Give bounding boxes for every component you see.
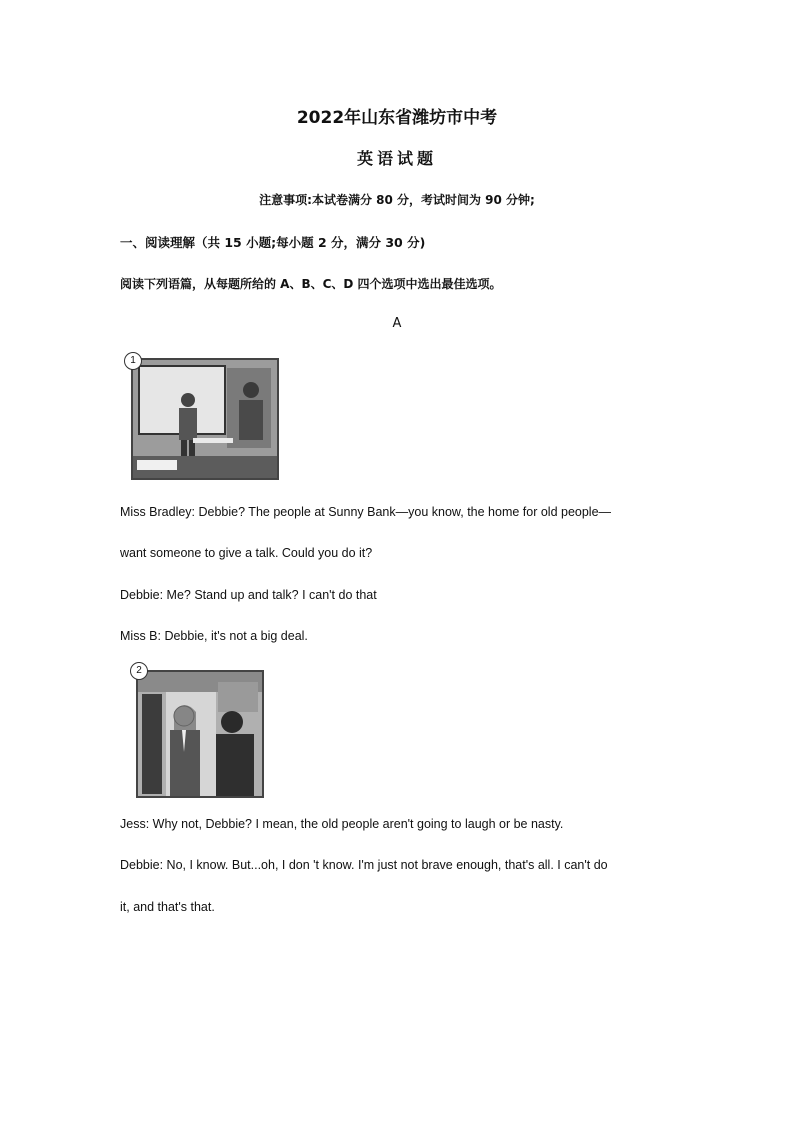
exam-title: 2022年山东省潍坊市中考 <box>296 108 498 128</box>
dialogue-line: want someone to give a talk. Could you do it? <box>120 546 373 560</box>
dialogue-line: Debbie: No, I know. But...oh, I don 't know. I'm just not brave enough, that's all. I can't do <box>120 858 608 872</box>
figure-number-2: 2 <box>130 662 148 680</box>
dialogue-line: it, and that's that. <box>120 900 215 914</box>
passage-label: A <box>392 316 402 331</box>
section-heading: 一、阅读理解（共 15 小题;每小题 2 分，满分 30 分) <box>120 235 426 250</box>
hallway-photo <box>136 670 264 798</box>
figure-number-1: 1 <box>124 352 142 370</box>
dialogue-line: Miss B: Debbie, it's not a big deal. <box>120 629 308 643</box>
exam-subject: 英语试题 <box>356 149 437 168</box>
hallway-illustration <box>138 672 262 796</box>
section-instruction: 阅读下列语篇，从每题所给的 A、B、C、D 四个选项中选出最佳选项。 <box>120 277 502 291</box>
exam-notice: 注意事项:本试卷满分 80 分，考试时间为 90 分钟; <box>259 193 535 207</box>
classroom-illustration <box>133 360 277 478</box>
dialogue-line: Miss Bradley: Debbie? The people at Sunny Bank—you know, the home for old people— <box>120 505 612 519</box>
classroom-photo <box>131 358 279 480</box>
dialogue-line: Jess: Why not, Debbie? I mean, the old people aren't going to laugh or be nasty. <box>120 817 564 831</box>
dialogue-line: Debbie: Me? Stand up and talk? I can't do that <box>120 588 377 602</box>
